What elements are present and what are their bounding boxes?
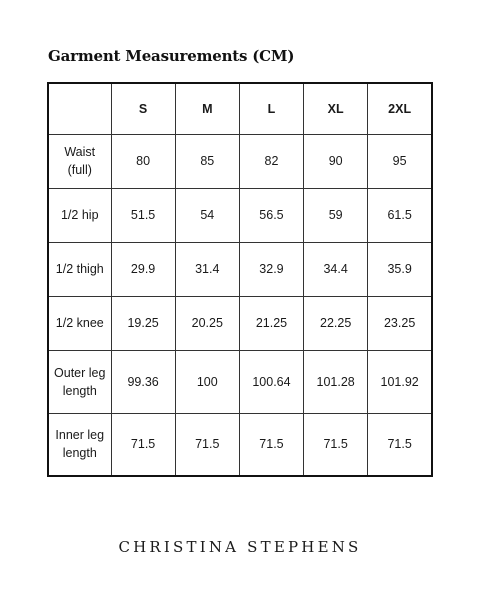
table-cell: 85 [175,134,239,188]
table-cell: 71.5 [368,413,432,476]
table-row [48,296,432,350]
table-row [48,134,432,188]
table-cell: 31.4 [175,242,239,296]
page-title: Garment Measurements (CM) [48,47,295,65]
header-size-2xl: 2XL [368,83,432,134]
table-cell: 20.25 [175,296,239,350]
row-label-knee: 1/2 knee [48,296,111,350]
table-cell: 71.5 [239,413,303,476]
table-cell: 95 [368,134,432,188]
table-cell: 19.25 [111,296,175,350]
table-cell: 54 [175,188,239,242]
table-cell: 100.64 [239,350,303,413]
table-row [48,350,432,413]
table-cell: 23.25 [368,296,432,350]
table-cell: 71.5 [304,413,368,476]
table-cell: 59 [304,188,368,242]
table-row [48,242,432,296]
table-cell: 99.36 [111,350,175,413]
row-label-outer-leg: Outer leg length [48,350,111,413]
table-header-row [48,83,432,134]
table-cell: 51.5 [111,188,175,242]
table-cell: 71.5 [111,413,175,476]
brand-wordmark: CHRISTINA STEPHENS [118,538,362,556]
table-cell: 34.4 [304,242,368,296]
row-label-thigh: 1/2 thigh [48,242,111,296]
header-size-xl: XL [304,83,368,134]
row-label-inner-leg: Inner leg length [48,413,111,476]
row-label-hip: 1/2 hip [48,188,111,242]
measurements-table [47,82,433,477]
table-cell: 80 [111,134,175,188]
header-size-s: S [111,83,175,134]
header-size-m: M [175,83,239,134]
table-cell: 90 [304,134,368,188]
table-cell: 35.9 [368,242,432,296]
table-cell: 101.92 [368,350,432,413]
table-cell: 22.25 [304,296,368,350]
row-label-waist: Waist (full) [48,134,111,188]
table-cell: 100 [175,350,239,413]
table-cell: 101.28 [304,350,368,413]
table-row [48,188,432,242]
header-corner-cell [48,83,111,134]
table-cell: 82 [239,134,303,188]
table-cell: 32.9 [239,242,303,296]
table-cell: 56.5 [239,188,303,242]
table-cell: 21.25 [239,296,303,350]
table-cell: 61.5 [368,188,432,242]
table-row [48,413,432,476]
table-cell: 29.9 [111,242,175,296]
header-size-l: L [239,83,303,134]
table-cell: 71.5 [175,413,239,476]
